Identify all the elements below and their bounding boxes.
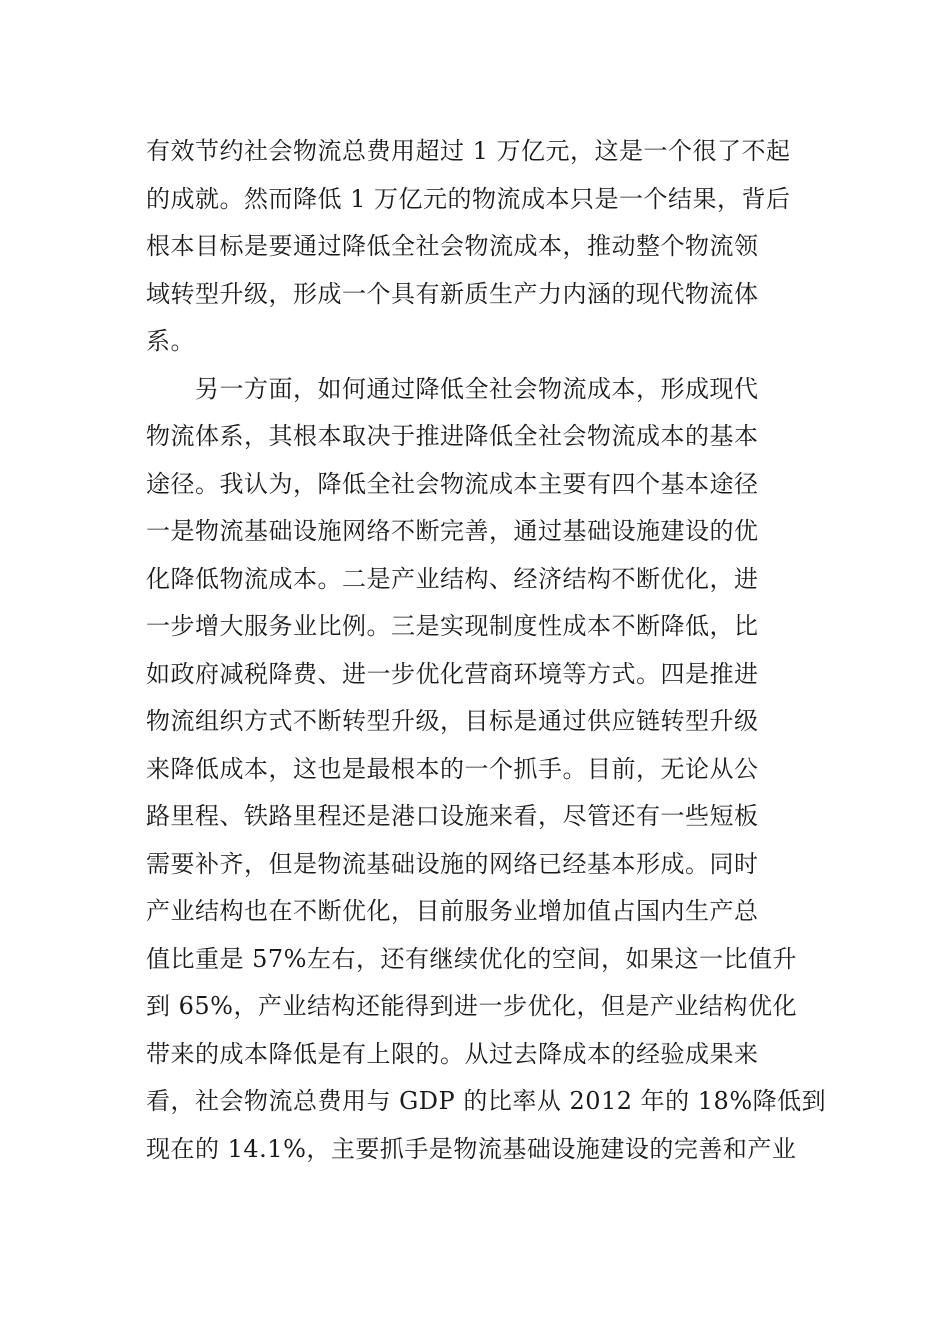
paragraph-1 (146, 128, 806, 366)
text-line: 来降低成本，这也是最根本的一个抓手。目前，无论从公 (146, 754, 759, 783)
text-line: 物流组织方式不断转型升级，目标是通过供应链转型升级 (146, 707, 759, 735)
paragraph-2 (146, 366, 827, 1174)
text-line: 物流体系，其根本取决于推进降低全社会物流成本的基本 (146, 422, 759, 450)
text-line: 值比重是 57%左右，还有继续优化的空间，如果这一比值升 (146, 944, 797, 973)
text-line: 一是物流基础设施网络不断完善，通过基础设施建设的优 (146, 517, 759, 545)
text-line: 到 65%，产业结构还能得到进一步优化，但是产业结构优化 (146, 992, 797, 1020)
text-line: 有效节约社会物流总费用超过 1 万亿元，这是一个很了不起 (146, 137, 791, 165)
text-line: 系。 (146, 327, 195, 355)
text-line: 现在的 14.1%，主要抓手是物流基础设施建设的完善和产业 (146, 1134, 797, 1163)
text-line: 另一方面，如何通过降低全社会物流成本，形成现代 (146, 374, 759, 403)
text-line: 域转型升级，形成一个具有新质生产力内涵的现代物流体 (146, 279, 759, 308)
text-line: 需要补齐，但是物流基础设施的网络已经基本形成。同时 (146, 849, 759, 878)
text-line: 产业结构也在不断优化，目前服务业增加值占国内生产总 (146, 897, 759, 925)
text-line: 路里程、铁路里程还是港口设施来看，尽管还有一些短板 (146, 802, 759, 830)
text-line: 的成就。然而降低 1 万亿元的物流成本只是一个结果，背后 (146, 184, 791, 213)
text-line: 途径。我认为，降低全社会物流成本主要有四个基本途径 (146, 469, 759, 498)
text-line: 看，社会物流总费用与 GDP 的比率从 2012 年的 18%降低到 (146, 1087, 827, 1115)
text-line: 根本目标是要通过降低全社会物流成本，推动整个物流领 (146, 232, 759, 260)
document-page (146, 128, 827, 1173)
text-line: 化降低物流成本。二是产业结构、经济结构不断优化，进 (146, 564, 759, 593)
text-line: 一步增大服务业比例。三是实现制度性成本不断降低，比 (146, 612, 759, 640)
text-line: 带来的成本降低是有上限的。从过去降成本的经验成果来 (146, 1039, 759, 1068)
text-line: 如政府减税降费、进一步优化营商环境等方式。四是推进 (146, 659, 759, 688)
